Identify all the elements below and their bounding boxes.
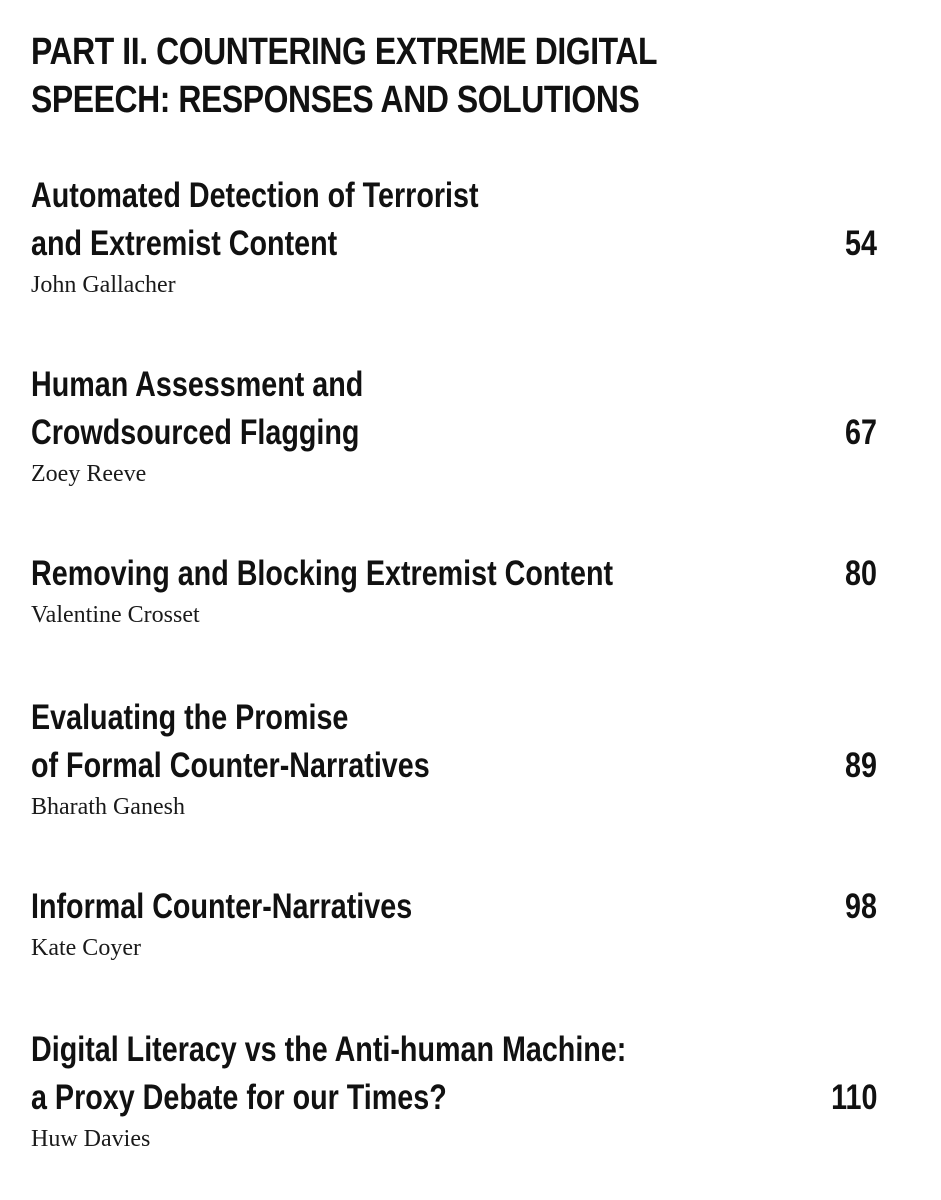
toc-entry-formal-counter-narratives[interactable] [31, 694, 877, 822]
part-title-line-2: SPEECH: RESPONSES AND SOLUTIONS [31, 79, 640, 121]
entry-title [31, 172, 851, 268]
page-number: 67 [845, 413, 877, 452]
entry-title [31, 361, 851, 457]
entry-title [31, 883, 851, 931]
entry-author: Kate Coyer [31, 935, 141, 961]
entry-title [31, 550, 851, 598]
page-number: 98 [845, 887, 877, 926]
entry-title [31, 694, 851, 790]
toc-entry-removing-blocking[interactable] [31, 550, 877, 630]
entry-author: Valentine Crosset [31, 602, 200, 628]
page-number: 89 [845, 746, 877, 785]
entry-title-line: Crowdsourced Flagging [31, 413, 360, 452]
page-number: 54 [845, 224, 877, 263]
page-number: 110 [830, 1078, 877, 1117]
entry-author: Zoey Reeve [31, 461, 147, 487]
entry-title-line: Automated Detection of Terrorist [31, 176, 479, 215]
entry-title-line: of Formal Counter-Narratives [31, 746, 430, 785]
entry-title-line: Informal Counter-Narratives [31, 887, 413, 926]
part-title [31, 28, 871, 124]
entry-title-line: and Extremist Content [31, 224, 338, 263]
entry-title-line: Digital Literacy vs the Anti-human Machine: [31, 1030, 627, 1069]
toc-entry-informal-counter-narratives[interactable] [31, 883, 877, 963]
entry-title-line: Human Assessment and [31, 365, 364, 404]
entry-title-line: Removing and Blocking Extremist Content [31, 554, 614, 593]
entry-author: Bharath Ganesh [31, 794, 185, 820]
toc-entry-digital-literacy[interactable] [31, 1026, 877, 1154]
entry-title-line: Evaluating the Promise [31, 698, 349, 737]
toc-entry-human-assessment[interactable] [31, 361, 877, 489]
entry-author: John Gallacher [31, 272, 176, 298]
entry-title [31, 1026, 851, 1122]
page-number: 80 [845, 554, 877, 593]
part-title-line-1: PART II. COUNTERING EXTREME DIGITAL [31, 31, 658, 73]
entry-author: Huw Davies [31, 1126, 151, 1152]
toc-entry-automated-detection[interactable] [31, 172, 877, 300]
entry-title-line: a Proxy Debate for our Times? [31, 1078, 447, 1117]
